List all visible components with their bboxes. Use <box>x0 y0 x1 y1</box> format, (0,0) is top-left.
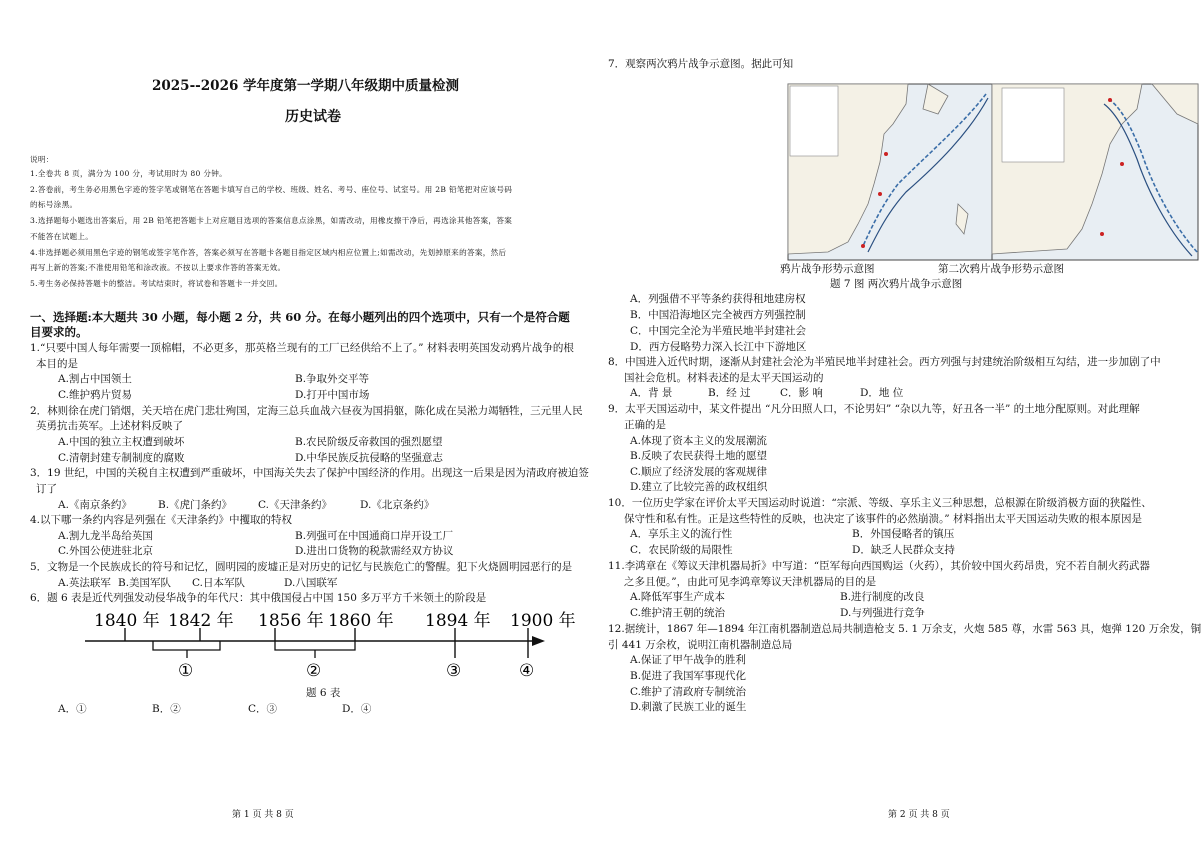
second-opium-war-map <box>992 84 1198 260</box>
q8-option-b: B．经 过 <box>708 387 751 399</box>
question-6-stem: 6．题 6 表是近代列强发动侵华战争的年代尺：其中俄国侵占中国 150 多万平方千米领土的阶段是 <box>30 592 487 604</box>
instruction-line: 不能答在试题上。 <box>30 232 94 241</box>
q3-option-d: D.《北京条约》 <box>360 499 435 511</box>
timeline-marker: ④ <box>519 661 535 681</box>
q3-option-b: B.《虎门条约》 <box>158 499 233 511</box>
question-12-stem: 12.据统计，1867 年—1894 年江南机器制造总局共制造枪支 5. 1 万余支，火炮 585 尊，水雷 563 具，炮弹 120 万余发，铜 <box>608 623 1201 635</box>
instruction-line: 1.全卷共 8 页，满分为 100 分，考试用时为 80 分钟。 <box>30 169 228 178</box>
q6-option-c: C．③ <box>248 703 278 715</box>
question-12-stem: 引 441 万余枚，说明江南机器制造总局 <box>608 639 793 651</box>
question-8-stem: 国社会危机。材料表述的是太平天国运动的 <box>624 372 824 384</box>
question-11-stem: 11.李鸿章在《筹议天津机器局折》中写道：“臣军每向西国购运（火药），其价较中国火药昂贵，究不若自制火药武器 <box>608 560 1150 572</box>
q8-option-c: C．影 响 <box>780 387 823 399</box>
q10-option-b: B．外国侵略者的镇压 <box>852 528 955 540</box>
page-number-right: 第 2 页 共 8 页 <box>888 810 950 820</box>
timeline-year: 1900 年 <box>510 611 576 631</box>
q3-option-a: A.《南京条约》 <box>58 499 132 511</box>
exam-title: 2025--2026 学年度第一学期八年级期中质量检测 <box>152 78 460 94</box>
q10-option-d: D．缺乏人民群众支持 <box>852 544 955 556</box>
question-7-stem: 7．观察两次鸦片战争示意图。据此可知 <box>608 58 794 70</box>
q11-option-b: B.进行制度的改良 <box>840 591 925 603</box>
timeline-figure <box>80 606 576 688</box>
question-2-stem: 2．林则徐在虎门销烟，关天培在虎门悲壮殉国，定海三总兵血战六昼夜为国捐躯，陈化成在吴淞力竭牺牲，三元里人民 <box>30 405 583 417</box>
timeline-year: 1856 年 <box>258 611 324 631</box>
instruction-line: 4.非选择题必须用黑色字迹的钢笔或签字笔作答，答案必须写在答题卡各题目指定区域内相应位置上;如需改动，先划掉原来的答案，然后 <box>30 248 507 257</box>
question-11-stem: 之多且便。”，由此可见李鸿章筹议天津机器局的目的是 <box>624 576 877 588</box>
q5-option-a: A.英法联军 <box>58 577 111 589</box>
q11-option-a: A.降低军事生产成本 <box>630 591 725 603</box>
timeline-year: 1894 年 <box>425 611 491 631</box>
question-9-stem: 9．太平天国运动中，某文件提出 “凡分田照人口，不论男妇” “杂以九等，好丑各一半” 的土地分配原则。对此理解 <box>608 403 1140 415</box>
question-1-stem: 1.“只要中国人每年需要一顶棉帽，不必更多，那英格兰现有的工厂已经供给不上了。” 材料表明英国发动鸦片战争的根 <box>30 342 574 354</box>
q1-option-d: D.打开中国市场 <box>295 389 370 401</box>
timeline-year: 1860 年 <box>328 611 394 631</box>
q4-option-d: D.进出口货物的税款需经双方协议 <box>295 545 454 557</box>
q3-option-c: C.《天津条约》 <box>258 499 332 511</box>
timeline-year: 1840 年 <box>94 611 160 631</box>
q4-option-b: B.列强可在中国通商口岸开设工厂 <box>295 530 454 542</box>
question-4-stem: 4.以下哪一条约内容是列强在《天津条约》中攫取的特权 <box>30 514 293 526</box>
q6-option-d: D．④ <box>342 703 372 715</box>
q8-option-d: D．地 位 <box>860 387 904 399</box>
page-number-left: 第 1 页 共 8 页 <box>232 810 294 820</box>
q11-option-c: C.维护清王朝的统治 <box>630 607 725 619</box>
q7-option-d: D．西方侵略势力深入长江中下游地区 <box>630 341 807 353</box>
map2-label: 第二次鸦片战争形势示意图 <box>938 263 1064 275</box>
question-10-stem: 10．一位历史学家在评价太平天国运动时说道：“宗派、等级、享乐主义三种思想，总根源在阶级消极方面的狭隘性、 <box>608 497 1152 509</box>
q12-option-a: A.保证了甲午战争的胜利 <box>630 654 746 666</box>
q5-option-c: C.日本军队 <box>192 577 245 589</box>
q5-option-d: D.八国联军 <box>284 577 338 589</box>
q9-option-b: B.反映了农民获得土地的愿望 <box>630 450 768 462</box>
timeline-marker: ③ <box>446 661 462 681</box>
q1-option-a: A.割占中国领土 <box>58 373 132 385</box>
q2-option-c: C.清朝封建专制制度的腐败 <box>58 452 185 464</box>
q4-option-a: A.割九龙半岛给英国 <box>58 530 153 542</box>
q9-option-d: D.建立了比较完善的政权组织 <box>630 481 768 493</box>
question-9-stem: 正确的是 <box>624 419 666 431</box>
instruction-line: 3.选择题每小题选出答案后，用 2B 铅笔把答题卡上对应题目选项的答案信息点涂黑，如需改动，用橡皮擦干净后，再选涂其他答案，答案 <box>30 216 513 225</box>
q2-option-a: A.中国的独立主权遭到破坏 <box>58 436 185 448</box>
opium-war-map <box>788 84 992 260</box>
question-5-stem: 5．文物是一个民族成长的符号和记忆，圆明园的废墟正是对历史的记忆与民族危亡的警醒。犯下火烧圆明园恶行的是 <box>30 561 573 573</box>
instruction-line: 再写上新的答案;不准使用铅笔和涂改液。不按以上要求作答的答案无效。 <box>30 263 286 272</box>
timeline-marker: ① <box>178 661 194 681</box>
question-10-stem: 保守性和私有性。正是这些特性的反映，也决定了该事件的必然崩溃。” 材料指出太平天国运动失败的根本原因是 <box>624 513 1142 525</box>
q11-option-d: D.与列强进行竞争 <box>840 607 925 619</box>
q2-option-b: B.农民阶级反帝救国的强烈愿望 <box>295 436 443 448</box>
timeline-year: 1842 年 <box>168 611 234 631</box>
q6-option-a: A．① <box>58 703 87 715</box>
q10-option-c: C．农民阶级的局限性 <box>630 544 733 556</box>
instructions-heading: 说明： <box>30 155 54 164</box>
section-heading: 目要求的。 <box>30 325 88 339</box>
timeline-marker: ② <box>306 661 322 681</box>
q12-option-d: D.刺激了民族工业的诞生 <box>630 701 747 713</box>
question-8-stem: 8．中国进入近代时期，逐渐从封建社会沦为半殖民地半封建社会。西方列强与封建统治阶级相互勾结，进一步加剧了中 <box>608 356 1161 368</box>
question-1-stem: 本目的是 <box>36 358 78 370</box>
q12-option-c: C.维护了清政府专制统治 <box>630 686 746 698</box>
q7-option-a: A．列强借不平等条约获得租地建房权 <box>630 293 806 305</box>
q8-option-a: A．背 景 <box>630 387 673 399</box>
figure-caption: 题 6 表 <box>306 687 341 699</box>
map1-label: 鸦片战争形势示意图 <box>780 263 875 275</box>
q7-option-c: C．中国完全沦为半殖民地半封建社会 <box>630 325 807 337</box>
q9-option-c: C.顺应了经济发展的客观规律 <box>630 466 767 478</box>
q12-option-b: B.促进了我国军事现代化 <box>630 670 747 682</box>
q6-option-b: B．② <box>152 703 181 715</box>
section-heading: 一、选择题:本大题共 30 小题，每小题 2 分，共 60 分。在每小题列出的四个选项中，只有一个是符合题 <box>30 310 570 324</box>
q1-option-c: C.维护鸦片贸易 <box>58 389 132 401</box>
instruction-line: 的标号涂黑。 <box>30 200 78 209</box>
q2-option-d: D.中华民族反抗侵略的坚强意志 <box>295 452 443 464</box>
q1-option-b: B.争取外交平等 <box>295 373 370 385</box>
figure-caption: 题 7 图 两次鸦片战争示意图 <box>830 278 963 290</box>
q10-option-a: A．享乐主义的流行性 <box>630 528 733 540</box>
q5-option-b: B.美国军队 <box>118 577 172 589</box>
q9-option-a: A.体现了资本主义的发展潮流 <box>630 435 767 447</box>
question-2-stem: 英勇抗击英军。上述材料反映了 <box>36 420 183 432</box>
exam-subject: 历史试卷 <box>285 109 341 125</box>
question-3-stem: 3．19 世纪，中国的关税自主权遭到严重破坏，中国海关失去了保护中国经济的作用。出现这一后果是因为清政府被迫签 <box>30 467 589 479</box>
q7-option-b: B．中国沿海地区完全被西方列强控制 <box>630 309 806 321</box>
q4-option-c: C.外国公使进驻北京 <box>58 545 153 557</box>
instruction-line: 5.考生务必保持答题卡的整洁。考试结束时，将试卷和答题卡一并交回。 <box>30 279 283 288</box>
instruction-line: 2.答卷前，考生务必用黑色字迹的签字笔或钢笔在答题卡填写自己的学校、班级、姓名、考号、座位号、试室号。用 2B 铅笔把对应该号码 <box>30 185 513 194</box>
question-3-stem: 订了 <box>36 483 57 495</box>
